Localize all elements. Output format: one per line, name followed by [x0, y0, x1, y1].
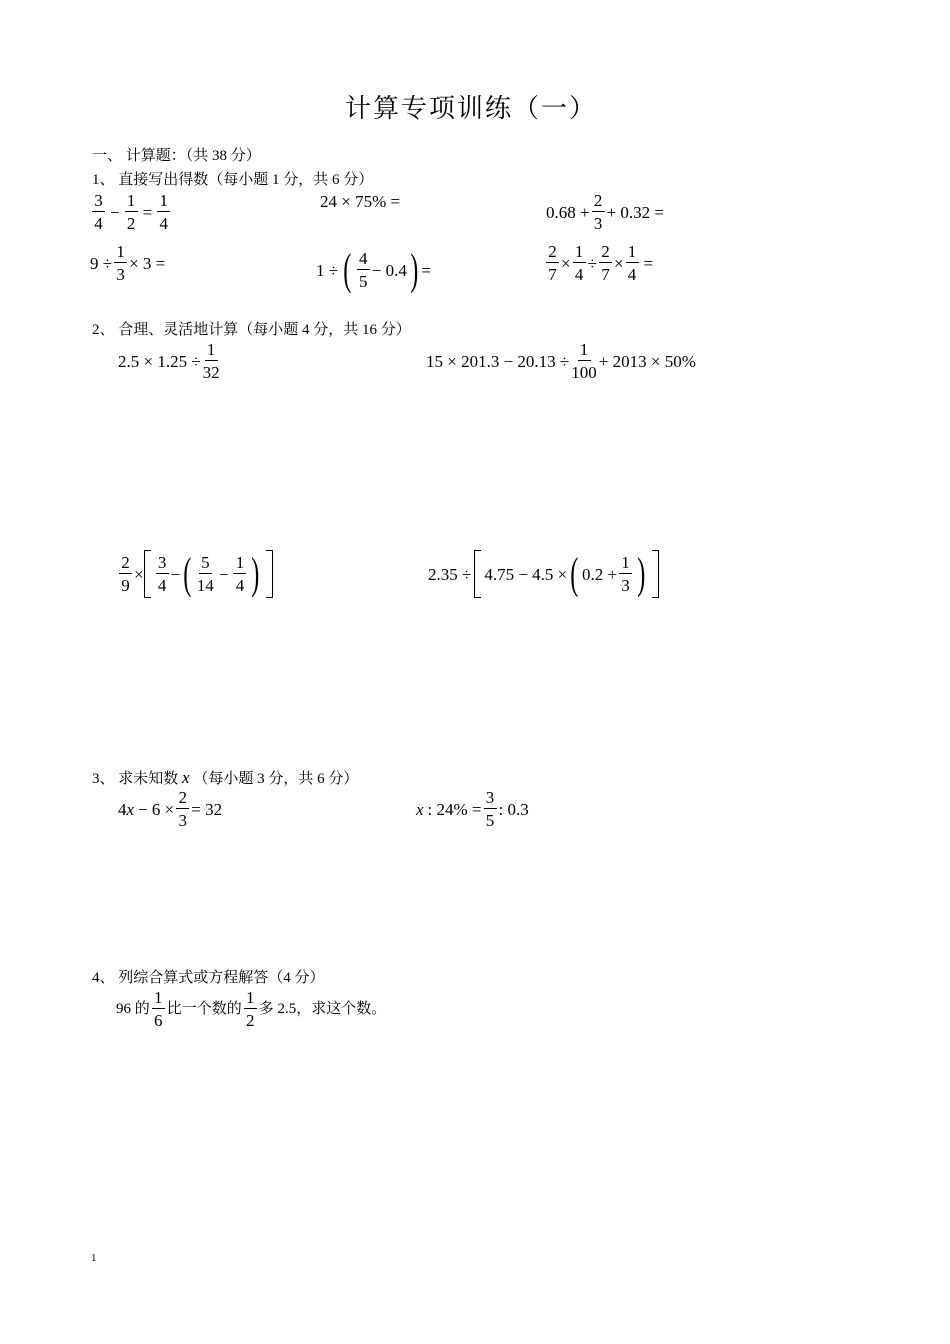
fraction: $\frac{1}{2}$ — [244, 989, 257, 1029]
q2-problem-2: 15 × 201.3 − 20.13 ÷ $\frac{1}{100}$ + 2013 × 50% — [426, 340, 696, 382]
left-paren: ( — [570, 549, 579, 598]
left-bracket — [474, 550, 481, 598]
fraction: $\frac{2}{3}$ — [592, 192, 605, 232]
fraction: $\frac{1}{6}$ — [152, 989, 165, 1029]
left-paren: ( — [183, 549, 192, 598]
fraction: $\frac{1}{32}$ — [202, 340, 220, 382]
fraction: $\frac{1}{2}$ — [125, 192, 138, 232]
q1-problem-6: $\frac{2}{7}$ × $\frac{1}{4}$ ÷ $\frac{2}{7}$ × $\frac{1}{4}$ = — [544, 243, 656, 283]
fraction: $\frac{4}{5}$ — [357, 250, 370, 290]
fraction: $\frac{3}{5}$ — [484, 789, 497, 829]
q3-problem-1: 4 x − 6 × $\frac{2}{3}$ = 32 — [118, 788, 223, 830]
page-title: 计算专项训练（一） — [345, 94, 598, 123]
right-bracket — [652, 550, 659, 598]
fraction: $\frac{2}{9}$ — [119, 554, 132, 594]
fraction: $\frac{1}{4}$ — [626, 243, 639, 283]
fraction: $\frac{2}{7}$ — [599, 243, 612, 283]
fraction: $\frac{1}{3}$ — [114, 243, 127, 283]
question-2-header: 2、 合理、灵活地计算（每小题 4 分，共 16 分） — [92, 322, 411, 338]
question-3-header: 3、 求未知数 x （每小题 3 分，共 6 分） — [92, 768, 359, 787]
fraction: $\frac{2}{7}$ — [546, 243, 559, 283]
fraction: $\frac{1}{4}$ — [573, 243, 586, 283]
section-heading: 一、 计算题：（共 38 分） — [92, 148, 261, 164]
q3-problem-2: x : 24% = $\frac{3}{5}$ : 0.3 — [416, 788, 529, 830]
q1-problem-5: 1 ÷ ( $\frac{4}{5}$ − 0.4 ) = — [316, 245, 432, 294]
q4-problem: 96 的 $\frac{1}{6}$ 比一个数的 $\frac{1}{2}$ 多 2.5，求这个数。 — [116, 988, 387, 1030]
fraction: $\frac{1}{3}$ — [619, 554, 632, 594]
left-bracket — [144, 550, 151, 598]
fraction: $\frac{5}{14}$ — [196, 553, 214, 595]
question-1-header: 1、 直接写出得数（每小题 1 分，共 6 分） — [92, 172, 374, 188]
fraction: $\frac{1}{100}$ — [571, 340, 597, 382]
right-paren: ) — [637, 549, 646, 598]
right-paren: ) — [251, 549, 260, 598]
fraction: $\frac{1}{4}$ — [233, 554, 246, 594]
q1-problem-2: 24 × 75% = — [320, 192, 401, 211]
q1-problem-4: 9 ÷ $\frac{1}{3}$ × 3 = — [90, 242, 166, 284]
fraction: $\frac{3}{4}$ — [156, 554, 169, 594]
q1-problem-1: $\frac{3}{4}$ − $\frac{1}{2}$ = $\frac{1}{4}$ — [90, 192, 172, 232]
question-4-header: 4、 列综合算式或方程解答（4 分） — [92, 970, 325, 986]
right-paren: ) — [410, 245, 419, 294]
right-bracket — [266, 550, 273, 598]
fraction: $\frac{3}{4}$ — [92, 192, 105, 232]
q2-problem-4: 2.35 ÷ 4.75 − 4.5 × ( 0.2 + $\frac{1}{3}$ ) — [428, 550, 659, 598]
q2-problem-3: $\frac{2}{9}$ × $\frac{3}{4}$ − ( $\frac{5}{14}$ − $\frac{1}{4}$ ) — [117, 550, 273, 598]
page-number: 1 — [91, 1252, 97, 1264]
fraction: $\frac{2}{3}$ — [176, 789, 189, 829]
q1-problem-3: 0.68 + $\frac{2}{3}$ + 0.32 = — [546, 191, 665, 233]
fraction: $\frac{1}{4}$ — [157, 192, 170, 232]
q2-problem-1: 2.5 × 1.25 ÷ $\frac{1}{32}$ — [118, 340, 220, 382]
left-paren: ( — [343, 245, 352, 294]
